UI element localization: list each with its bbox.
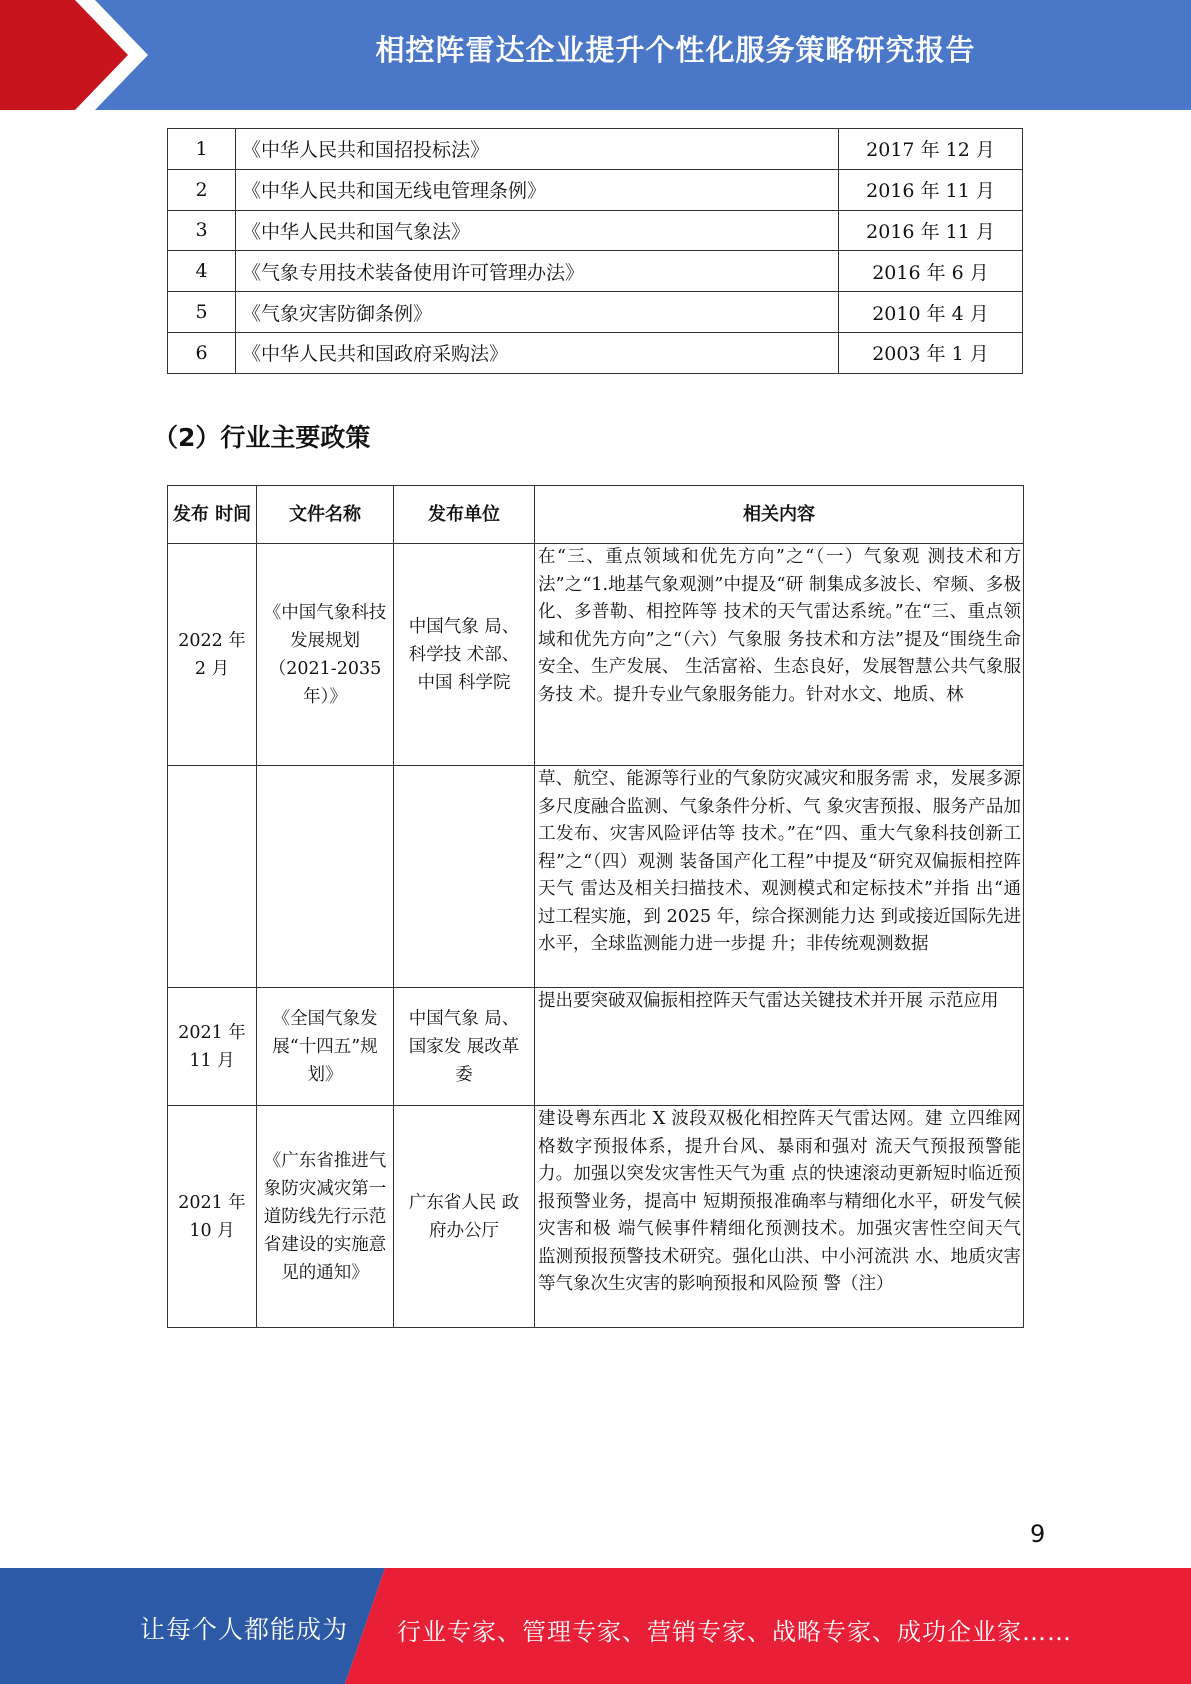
- policy-table: [167, 485, 1024, 1328]
- column-header-content: 相关内容: [535, 486, 1024, 544]
- table-row: [168, 988, 1024, 1106]
- law-number: 3: [168, 210, 236, 251]
- table-row: [168, 251, 1023, 292]
- table-row: [168, 766, 1024, 988]
- section-title: （2）行业主要政策: [153, 423, 371, 452]
- page-number: 9: [1030, 1520, 1046, 1548]
- policy-content: 建设粤东西北 X 波段双极化相控阵天气雷达网。建 立四维网格数字预报体系，提升台风、暴雨和强对 流天气预报预警能力。加强以突发灾害性天气为重 点的快速滚动更新短时临近预报预警业务，提高中 短期预报准确率与精细化水平，研发气候灾害和极 端气候事件精细化预测技术。加强灾害性空间天气 监测预报预警技术研究。强化山洪、中小河流洪 水、地质灾害等气象次生灾害的影响预报和风险预 警（注）: [535, 1106, 1024, 1328]
- policy-date: 2022 年 2 月: [168, 544, 257, 766]
- footer-slogan-left: 让每个人都能成为: [140, 1615, 349, 1644]
- policy-issuer: 中国气象 局、国家发 展改革委: [394, 988, 535, 1106]
- policy-content: 草、航空、能源等行业的气象防灾减灾和服务需 求，发展多源多尺度融合监测、气象条件分析、气 象灾害预报、服务产品加工发布、灾害风险评估等 技术。”在“四、重大气象科技创新工程”之“（四）观测 装备国产化工程”中提及“研究双偏振相控阵天气 雷达及相关扫描技术、观测模式和定标技术”并指 出“通过工程实施，到 2025 年，综合探测能力达 到或接近国际先进水平，全球监测能力进一步提 升；非传统观测数据: [535, 766, 1024, 988]
- law-date: 2003 年 1 月: [839, 332, 1023, 373]
- law-date: 2016 年 6 月: [839, 251, 1023, 292]
- table-header-row: [168, 486, 1024, 544]
- law-date: 2016 年 11 月: [839, 169, 1023, 210]
- law-date: 2010 年 4 月: [839, 292, 1023, 333]
- column-header-date: 发布 时间: [168, 486, 257, 544]
- policy-issuer: 中国气象 局、科学技 术部、中国 科学院: [394, 544, 535, 766]
- table-row: [168, 210, 1023, 251]
- law-number: 4: [168, 251, 236, 292]
- law-number: 2: [168, 169, 236, 210]
- law-name: 《中华人民共和国政府采购法》: [236, 332, 839, 373]
- table-row: [168, 544, 1024, 766]
- footer-slogan-right: 行业专家、管理专家、营销专家、战略专家、成功企业家……: [397, 1618, 1072, 1646]
- law-number: 6: [168, 332, 236, 373]
- policy-content: 提出要突破双偏振相控阵天气雷达关键技术并开展 示范应用: [535, 988, 1024, 1106]
- policy-date: [168, 766, 257, 988]
- report-title: 相控阵雷达企业提升个性化服务策略研究报告: [375, 33, 976, 67]
- table-row: [168, 169, 1023, 210]
- policy-document: 《广东省推进气象防灾减灾第一道防线先行示范省建设的实施意见的通知》: [257, 1106, 394, 1328]
- law-table: [167, 128, 1023, 374]
- table-row: [168, 129, 1023, 170]
- column-header-document: 文件名称: [257, 486, 394, 544]
- law-name: 《中华人民共和国招投标法》: [236, 129, 839, 170]
- policy-date: 2021 年 10 月: [168, 1106, 257, 1328]
- policy-content: 在“三、重点领域和优先方向”之“（一）气象观 测技术和方法”之“1.地基气象观测”中提及“研 制集成多波长、窄频、多极化、多普勒、相控阵等 技术的天气雷达系统。”在“三、重点领域和优先方向”之“（六）气象服 务技术和方法”提及“围绕生命安全、生产发展、 生活富裕、生态良好，发展智慧公共气象服务技 术。提升专业气象服务能力。针对水文、地质、林: [535, 544, 1024, 766]
- page-header: [0, 0, 1191, 110]
- policy-document: 《中国气象科技发展规划（2021-2035 年）》: [257, 544, 394, 766]
- policy-issuer: 广东省人民 政府办公厅: [394, 1106, 535, 1328]
- table-row: [168, 292, 1023, 333]
- header-arrow-decoration: [0, 0, 150, 110]
- policy-document: [257, 766, 394, 988]
- law-date: 2016 年 11 月: [839, 210, 1023, 251]
- law-number: 5: [168, 292, 236, 333]
- law-name: 《中华人民共和国气象法》: [236, 210, 839, 251]
- law-name: 《气象专用技术装备使用许可管理办法》: [236, 251, 839, 292]
- law-date: 2017 年 12 月: [839, 129, 1023, 170]
- law-number: 1: [168, 129, 236, 170]
- policy-document: 《全国气象发展“十四五”规划》: [257, 988, 394, 1106]
- table-row: [168, 332, 1023, 373]
- policy-date: 2021 年 11 月: [168, 988, 257, 1106]
- policy-issuer: [394, 766, 535, 988]
- law-name: 《气象灾害防御条例》: [236, 292, 839, 333]
- table-row: [168, 1106, 1024, 1328]
- law-name: 《中华人民共和国无线电管理条例》: [236, 169, 839, 210]
- column-header-issuer: 发布单位: [394, 486, 535, 544]
